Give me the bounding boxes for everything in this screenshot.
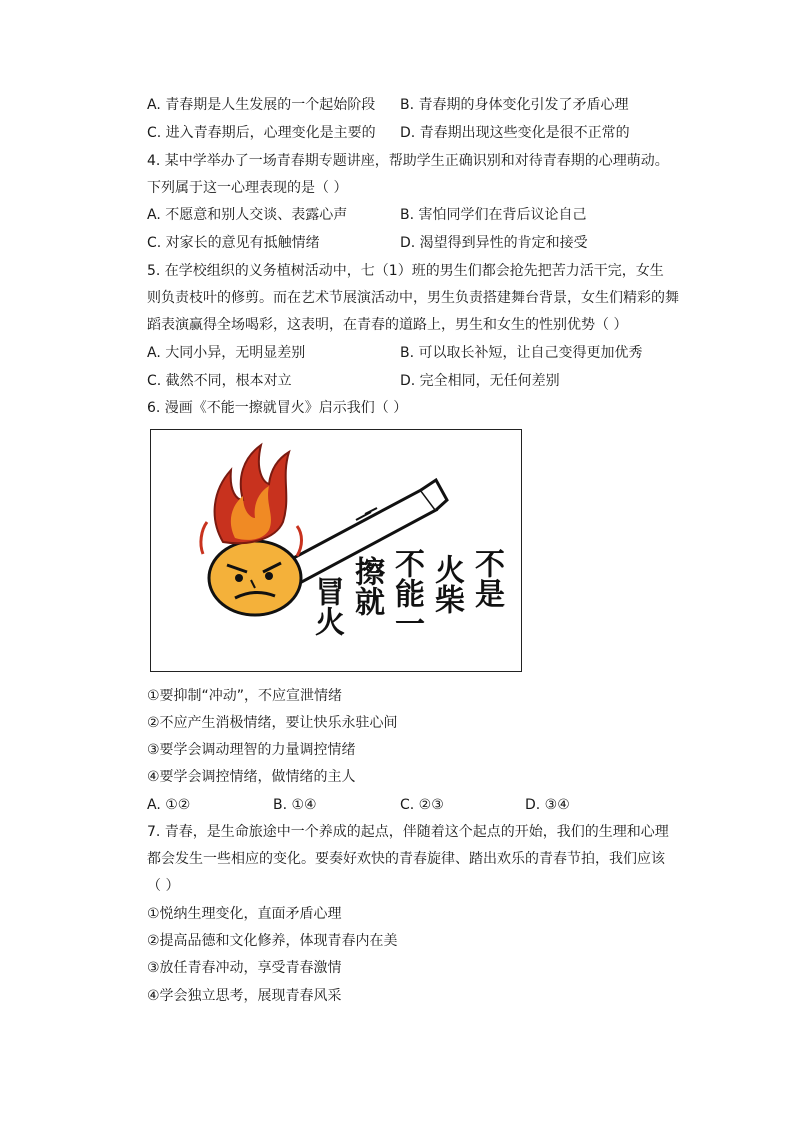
q7-statement-4: ④学会独立思考，展现青春风采 <box>147 988 342 1004</box>
q4-option-d: D. 渴望得到异性的肯定和接受 <box>400 235 588 251</box>
cartoon-caption-columns <box>309 548 503 638</box>
cartoon-text-col5: 冒火 <box>309 576 344 636</box>
q3-option-a: A. 青春期是人生发展的一个起始阶段 <box>147 97 376 113</box>
q5-option-d: D. 完全相同，无任何差别 <box>400 373 560 389</box>
q6-statement-2: ②不应产生消极情绪，要让快乐永驻心间 <box>147 715 398 731</box>
q4-stem-line1: 4. 某中学举办了一场青春期专题讲座，帮助学生正确识别和对待青春期的心理萌动。 <box>147 153 669 169</box>
q7-stem-line2: 都会发生一些相应的变化。要奏好欢快的青春旋律、踏出欢乐的青春节拍，我们应该 <box>147 851 665 867</box>
q5-stem-line3: 蹈表演赢得全场喝彩，这表明，在青春的道路上，男生和女生的性别优势（ ） <box>147 317 628 333</box>
cartoon-text-col3: 不能一 <box>389 548 424 638</box>
cartoon-text-col4: 擦就 <box>349 556 384 616</box>
q6-statement-1: ①要抑制“冲动”，不应宣泄情绪 <box>147 688 343 704</box>
q5-option-c: C. 截然不同，根本对立 <box>147 373 292 389</box>
match-cartoon <box>150 429 522 672</box>
q4-option-a: A. 不愿意和别人交谈、表露心声 <box>147 207 348 223</box>
q7-statement-1: ①悦纳生理变化，直面矛盾心理 <box>147 906 342 922</box>
q5-option-b: B. 可以取长补短，让自己变得更加优秀 <box>400 345 643 361</box>
q4-option-c: C. 对家长的意见有抵触情绪 <box>147 235 320 251</box>
match-head-face-icon <box>209 541 301 615</box>
q4-stem-line2: 下列属于这一心理表现的是（ ） <box>147 180 348 196</box>
flame-icon <box>201 445 302 556</box>
q7-stem-line1: 7. 青春，是生命旅途中一个养成的起点，伴随着这个起点的开始，我们的生理和心理 <box>147 824 669 840</box>
q7-statement-3: ③放任青春冲动，享受青春激情 <box>147 960 342 976</box>
q5-stem-line1: 5. 在学校组织的义务植树活动中，七（1）班的男生们都会抢先把苦力活干完，女生 <box>147 263 664 279</box>
q4-option-b: B. 害怕同学们在背后议论自己 <box>400 207 587 223</box>
q6-option-c: C. ②③ <box>400 797 444 813</box>
q3-option-d: D. 青春期出现这些变化是很不正常的 <box>400 125 630 141</box>
q6-option-a: A. ①② <box>147 797 191 813</box>
q3-option-c: C. 进入青春期后，心理变化是主要的 <box>147 125 376 141</box>
q6-statement-3: ③要学会调动理智的力量调控情绪 <box>147 742 356 758</box>
cartoon-text-col1: 不是 <box>469 548 504 608</box>
q3-option-b: B. 青春期的身体变化引发了矛盾心理 <box>400 97 629 113</box>
q6-stem: 6. 漫画《不能一擦就冒火》启示我们（ ） <box>147 400 408 416</box>
q6-statement-4: ④要学会调控情绪，做情绪的主人 <box>147 769 356 785</box>
q6-option-b: B. ①④ <box>273 797 317 813</box>
q7-stem-line3: （ ） <box>147 878 180 894</box>
cartoon-text-col2: 火柴 <box>429 554 464 614</box>
q5-option-a: A. 大同小异，无明显差别 <box>147 345 306 361</box>
q5-stem-line2: 则负责枝叶的修剪。而在艺术节展演活动中，男生负责搭建舞台背景，女生们精彩的舞 <box>147 290 679 306</box>
q7-statement-2: ②提高品德和文化修养，体现青春内在美 <box>147 933 398 949</box>
q6-option-d: D. ③④ <box>525 797 570 813</box>
